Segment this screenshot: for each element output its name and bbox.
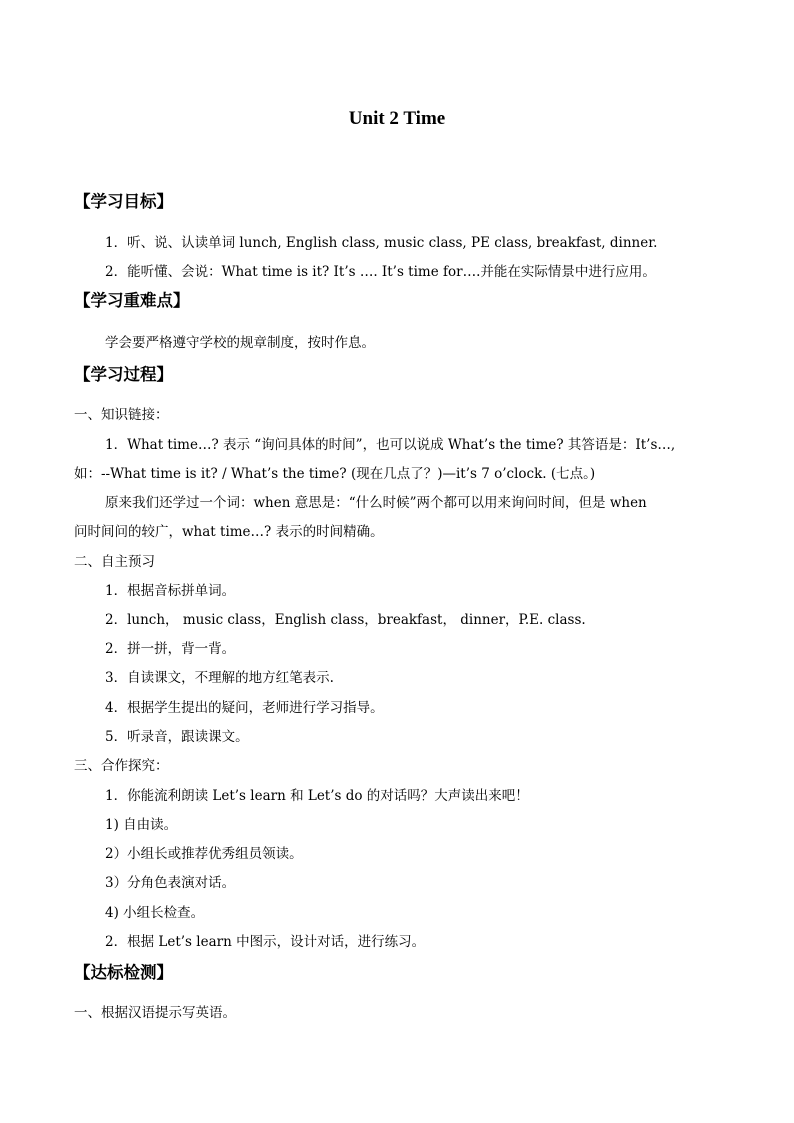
part2-title: 二、自主预习 — [74, 554, 155, 570]
key-points-text: 学会要严格遵守学校的规章制度，按时作息。 — [105, 335, 375, 351]
part2-item-5: 4．根据学生提出的疑问，老师进行学习指导。 — [105, 700, 384, 716]
objective-item-2: 2．能听懂、会说：What time is it? It’s …. It’s time for….并能在实际情景中进行应用。 — [105, 264, 656, 280]
part3-item-2: 1) 自由读。 — [105, 817, 178, 833]
part3-item-6: 2．根据 Let’s learn 中图示，设计对话，进行练习。 — [105, 934, 426, 950]
part3-item-4: 3）分角色表演对话。 — [105, 875, 236, 891]
page-title: Unit 2 Time — [348, 108, 446, 129]
assessment-part1-title: 一、根据汉语提示写英语。 — [74, 1005, 236, 1021]
section-heading-key-points: 【学习重难点】 — [74, 291, 190, 310]
part2-item-2: 2．lunch， music class，English class，breakfast， dinner，P.E. class. — [105, 612, 586, 628]
part2-item-3: 2．拼一拼，背一背。 — [105, 641, 236, 657]
section-heading-objectives: 【学习目标】 — [74, 192, 173, 211]
part1-title: 一、知识链接： — [74, 407, 169, 423]
part2-item-1: 1．根据音标拼单词。 — [105, 583, 236, 599]
part1-line-3: 原来我们还学过一个词：when 意思是：“什么时候”两个都可以用来询问时间，但是 when — [105, 495, 647, 511]
part2-item-4: 3．自读课文，不理解的地方红笔表示. — [105, 670, 334, 686]
section-heading-process: 【学习过程】 — [74, 365, 173, 384]
part3-title: 三、合作探究： — [74, 758, 169, 774]
part3-item-1: 1．你能流利朗读 Let’s learn 和 Let’s do 的对话吗？大声读出来吧！ — [105, 788, 529, 804]
part1-line-2: 如：--What time is it? / What’s the time? (现在几点了？)—it’s 7 o’clock. (七点。) — [74, 466, 596, 482]
part2-item-6: 5．听录音，跟读课文。 — [105, 729, 249, 745]
part1-line-4: 问时间问的较广，what time…? 表示的时间精确。 — [74, 524, 384, 540]
part3-item-5: 4) 小组长检查。 — [105, 905, 205, 921]
part3-item-3: 2）小组长或推荐优秀组员领读。 — [105, 846, 303, 862]
part1-line-1: 1．What time…? 表示 “询问具体的时间”，也可以说成 What’s the time? 其答语是：It’s…, — [105, 437, 676, 453]
objective-item-1: 1．听、说、认读单词 lunch, English class, music class, PE class, breakfast, dinner. — [105, 235, 658, 251]
section-heading-assessment: 【达标检测】 — [74, 963, 173, 982]
